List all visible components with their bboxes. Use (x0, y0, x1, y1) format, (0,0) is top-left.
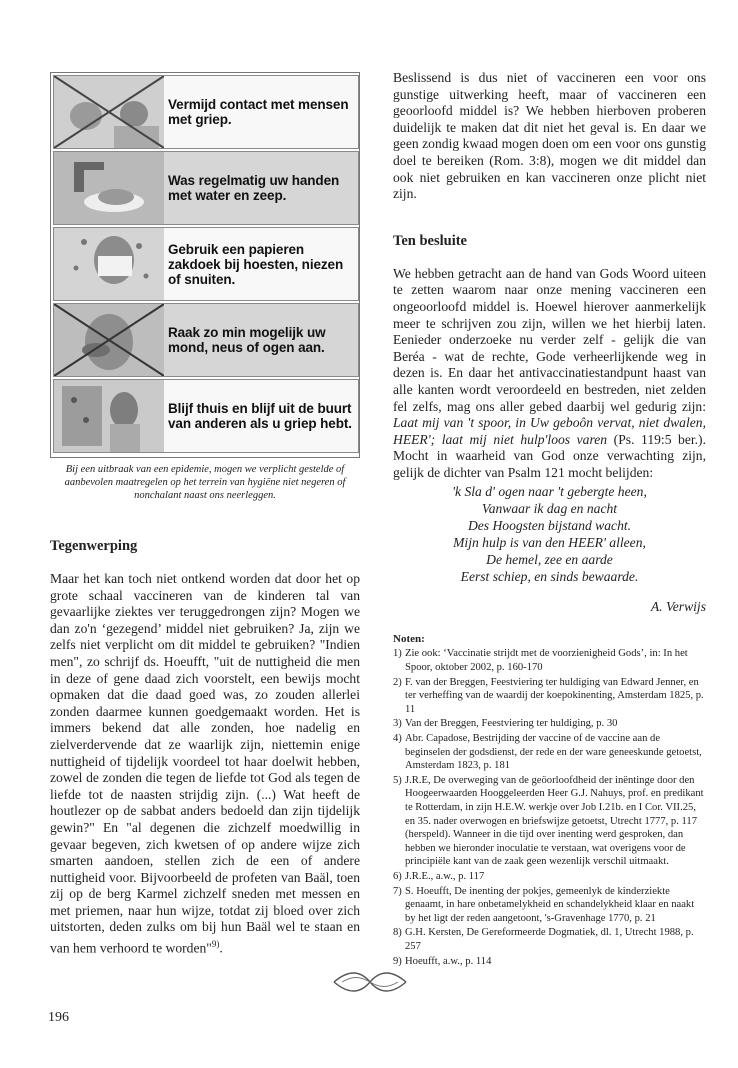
body-paragraph: Maar het kan toch niet ontkend worden dat door het op grote schaal vaccineren van de kinderen tal van gevaarlijke ziektes ver teruggedrongen zijn? Mogen we dan zo'n ‘gezegend’ middel niet gebruiken? Ja, zijn we zelfs niet verplicht om dit middel te gebruiken? "Indien men", zo schrijf ds. Hoeufft, "uit de nuttigheid die men in deze of gene daad zich voorstelt, een bewijs mocht opmaken dat die daad goed was, zo zouden allerlei zonden daarmee kunnen goedgemaakt worden. Het is immers bekend dat alle zonden, hoe nadelig en zielverdervende dat ze waarlijk zijn, niettemin enige nuttigheid of tijdelijk voordeel tot haar doelwit hebben, zowel de zonden die tegen de liefde tot God als tegen de liefde tot de naasten strijdig zijn. (...) Wat heeft de houtlezer op de sabbat anders bedoeld dan zijn tijdelijk gewin?" En "al degenen die zichzelf moedwillig in gevaar begeven, zich kwetsen of op andere wijze zich smarten aandoen, stellen zich de een of andere nuttigheid voor. Bijvoorbeeld de profeten van Baäl, toen zij op de berg Karmel zichzelf sneden met messen en met priemen, naar hun wijze, totdat zij bloed over zich uitstorten, deden zulks om bij hun Baäl wel te staan en van hem verhoord te worden"$^{9)}$. (50, 571, 360, 956)
hand-washing-icon (54, 152, 164, 224)
note-item: 9) Hoeufft, a.w., p. 114 (393, 955, 492, 967)
note-item: 3) Van der Breggen, Feestviering ter huldiging, p. 30 (393, 718, 618, 730)
poem-line: 'k Sla d' ogen naar 't gebergte heen, (452, 484, 647, 500)
note-item: 1) Zie ook: ‘Vaccinatie strijdt met de voorzienigheid Gods’, in: In het Spoor, oktober 2002, p. 160-170 (393, 648, 688, 674)
poster-panel (53, 151, 359, 225)
notes-section (393, 633, 706, 968)
poster-panel-text: Gebruik een papieren zakdoek bij hoesten, niezen of snuiten. (168, 241, 344, 287)
poster-panel-text: Raak zo min mogelijk uw mond, neus of ogen aan. (168, 325, 326, 355)
note-item: 5) J.R.E, De overweging van de geöorloofdheid der inëntinge door den Hoogeerwaarden Hooggeleerden Heer G.J. Nahuys, prof. en predikant te Rotterdam, in zijn H.E.W. werkje over Job I.21b. en I Cor. VII.25, en 35. nader overwogen en briefswijze getoetst, Utrecht 1777, p. 117 (herspeld). Wanneer in die tijd over inenting werd gesproken, dan hebben we hieronder inoculatie te verstaan, wat overigens voor de principiële kant van de zaak geen wezenlijk verschil uitmaakt. (393, 774, 704, 868)
poster-panel (53, 379, 359, 453)
poem (393, 483, 706, 585)
note-item: 8) G.H. Kersten, De Gereformeerde Dogmatiek, dl. 1, Utrecht 1988, p. 257 (393, 927, 694, 952)
face-touch-crossed-icon (54, 304, 164, 376)
footnote-reference: 9) (211, 939, 220, 950)
note-item: 4) Abr. Capadose, Bestrijding der vaccine of de vaccine aan de beginselen der godsdienst, der rede en der ware geneeskunde getoetst, Amsterdam 1823, p. 181 (393, 733, 702, 772)
page-number: 196 (48, 1010, 69, 1025)
author-signature: A. Verwijs (650, 599, 706, 615)
right-column (393, 70, 706, 969)
poster-panel (53, 303, 359, 377)
section-heading: Ten besluite (393, 232, 467, 249)
ornament-flourish-icon (330, 968, 410, 996)
note-item: 2) F. van der Breggen, Feestviering ter huldiging van Edward Jenner, en ter verheffing van de waardij der koepokinenting, Amsterdam 1825, p. 11 (393, 676, 704, 715)
poster-panel-text: Vermijd contact met mensen met griep. (168, 97, 349, 127)
poster-panel-text: Was regelmatig uw handen met water en zeep. (168, 173, 340, 203)
poem-line: Mijn hulp is van den HEER' alleen, (453, 535, 646, 551)
stay-home-icon (54, 380, 164, 452)
poster-panel-text: Blijf thuis en blijf uit de buurt van anderen als u griep hebt. (168, 401, 352, 431)
left-column (50, 72, 360, 957)
poster-caption: Bij een uitbraak van een epidemie, mogen we verplicht gestelde of aanbevolen maatregelen op het terrein van hygiëne niet negeren of nonchalant naast ons neerleggen. (64, 464, 346, 501)
poem-line: Des Hoogsten bijstand wacht. (467, 518, 632, 534)
notes-list (393, 647, 706, 968)
body-paragraph: We hebben getracht aan de hand van Gods Woord uiteen te zetten waarom naar onze mening vaccineren een ongeoorloofd middel is. Hoewel hierover aanmerkelijk meer te schrijven zou zijn, willen we het hierbij laten. Eenieder onderzoeke nu verder zelf - gelijk die van Beréa - wat de rechte, Gode verheerlijkende weg in dezen is. En daar het antivaccinatiestandpunt haast van alle kanten wordt veroordeeld en bestreden, niet zelden fel zelfs, mag ons aller gebed daarbij wel gedurig zijn: Laat mij van 't spoor, in Uw geboôn vervat, niet dwalen, HEER'; laat mij niet hulp'loos varen (Ps. 119:5 ber.). Mocht in waarheid van God onze verwachting zijn, gelijk de dichter van Psalm 121 mocht belijden: (393, 265, 706, 480)
section-heading: Tegenwerping (50, 538, 138, 554)
tissue-sneeze-icon (54, 228, 164, 300)
poem-line: De hemel, zee en aarde (486, 552, 613, 568)
poem-line: Eerst schiep, en sinds bewaarde. (460, 569, 639, 585)
hygiene-poster (50, 72, 360, 458)
poster-panel (53, 75, 359, 149)
note-item: 6) J.R.E., a.w., p. 117 (393, 870, 485, 882)
poem-line: Vanwaar ik dag en nacht (481, 501, 618, 517)
body-paragraph: Beslissend is dus niet of vaccineren een voor ons gunstige uitwerking heeft, maar of vaccineren een geoorloofd middel is? We hebben hierboven proberen duidelijk te maken dat dit niet het geval is. En daar we geen zondig kwaad mogen doen om een voor ons gunstig doel te bereiken (Rom. 3:8), mogen we dit middel dan ook niet gebruiken en kan vaccineren onze plicht niet zijn. (393, 70, 706, 202)
note-item: 7) S. Hoeufft, De inenting der pokjes, gemeenlyk de kinderziekte genaamt, in hare onbetamelykheid en schandelykheid klaar en naakt by het ligt der reden aangetoont, 's-Gravenhage 1770, p. 21 (393, 885, 695, 924)
person-sick-crossed-icon (54, 76, 164, 148)
poster-panel (53, 227, 359, 301)
notes-title: Noten: (393, 633, 425, 646)
